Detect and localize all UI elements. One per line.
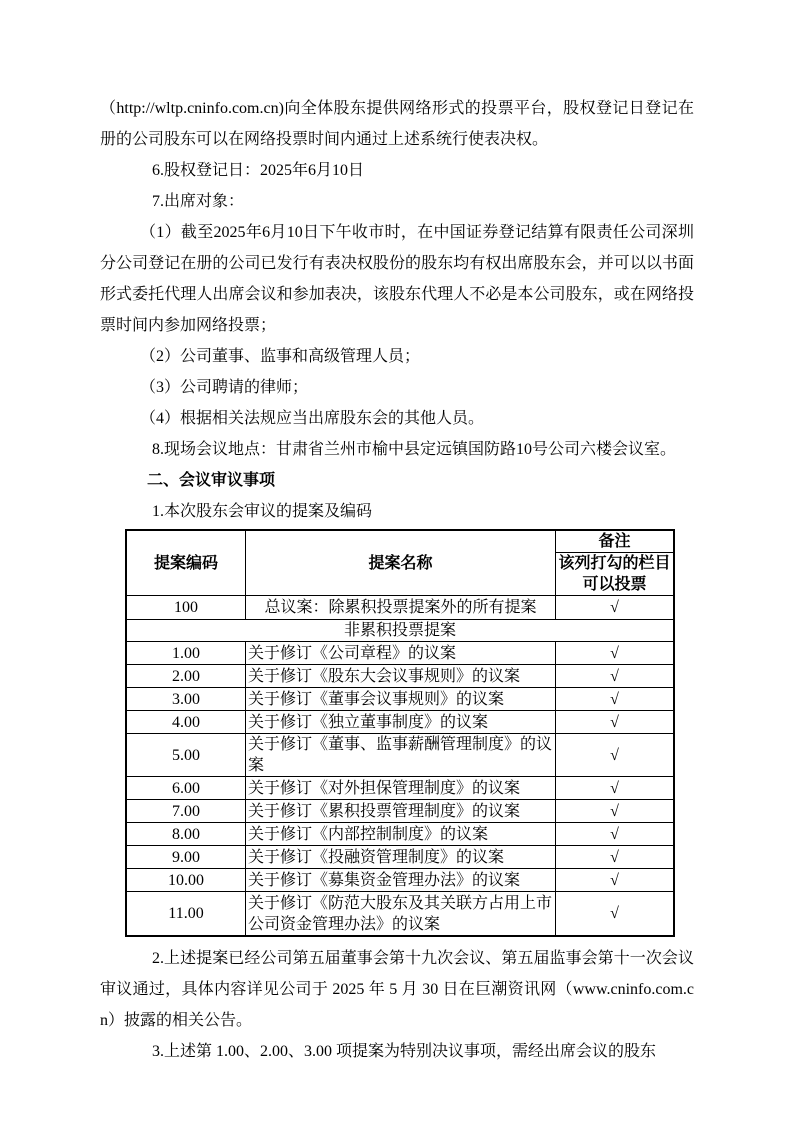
proposals-table [125, 529, 675, 937]
table-row-proposal-6 [126, 777, 674, 800]
proposal-code-cell: 1.00 [126, 642, 246, 665]
paragraph-record-date: 6.股权登记日：2025年6月10日 [152, 162, 365, 179]
vote-check-cell: √ [556, 777, 675, 800]
proposal-code-cell: 7.00 [126, 800, 246, 823]
proposal-code-cell: 11.00 [126, 892, 246, 937]
header-proposal-code: 提案编码 [126, 530, 246, 596]
paragraph-board-approval-note: 2.上述提案已经公司第五届董事会第十九次会议、第五届监事会第十一次会议审议通过，具体内容详见公司于 2025 年 5 月 30 日在巨潮资讯网（www.cninfo.com.cn）披露的相关公告。 [100, 950, 694, 1029]
proposal-name-cell: 关于修订《内部控制制度》的议案 [246, 823, 556, 846]
paragraph-attendee-2: （2）公司董事、监事和高级管理人员； [140, 348, 421, 365]
proposal-name-cell: 关于修订《董事、监事薪酬管理制度》的议案 [246, 734, 556, 777]
vote-check-cell: √ [556, 596, 675, 620]
paragraph-attendee-4: （4）根据相关法规应当出席股东会的其他人员。 [140, 410, 485, 427]
table-row-proposal-7 [126, 800, 674, 823]
table-row-general-proposal [126, 596, 674, 620]
vote-check-cell: √ [556, 734, 675, 777]
section-label-cell: 非累积投票提案 [126, 620, 674, 642]
table-row-proposal-3 [126, 688, 674, 711]
vote-check-cell: √ [556, 823, 675, 846]
proposal-name-cell: 关于修订《董事会议事规则》的议案 [246, 688, 556, 711]
header-remark: 备注 [556, 530, 675, 553]
table-row-proposal-1 [126, 642, 674, 665]
table-row-proposal-4 [126, 711, 674, 734]
proposal-code-cell: 6.00 [126, 777, 246, 800]
proposal-name-cell: 关于修订《对外担保管理制度》的议案 [246, 777, 556, 800]
proposal-name-cell: 关于修订《公司章程》的议案 [246, 642, 556, 665]
paragraph-attendee-1: （1）截至2025年6月10日下午收市时，在中国证券登记结算有限责任公司深圳分公司登记在册的公司已发行有表决权股份的股东均有权出席股东会，并可以以书面形式委托代理人出席会议和参加表决，该股东代理人不必是本公司股东，或在网络投票时间内参加网络投票； [100, 224, 694, 334]
proposal-code-cell: 10.00 [126, 869, 246, 892]
paragraph-meeting-venue: 8.现场会议地点：甘肃省兰州市榆中县定远镇国防路10号公司六楼会议室。 [152, 441, 677, 458]
table-row-proposal-2 [126, 665, 674, 688]
table-row-proposal-10 [126, 869, 674, 892]
proposal-name-cell: 关于修订《防范大股东及其关联方占用上市公司资金管理办法》的议案 [246, 892, 556, 937]
proposal-name-cell: 关于修订《独立董事制度》的议案 [246, 711, 556, 734]
table-row-proposal-8 [126, 823, 674, 846]
proposal-name-cell: 关于修订《股东大会议事规则》的议案 [246, 665, 556, 688]
proposal-code-cell: 100 [126, 596, 246, 620]
proposal-code-cell: 3.00 [126, 688, 246, 711]
paragraph-table-caption: 1.本次股东会审议的提案及编码 [152, 503, 373, 520]
proposal-name-cell: 关于修订《投融资管理制度》的议案 [246, 846, 556, 869]
proposal-code-cell: 2.00 [126, 665, 246, 688]
vote-check-cell: √ [556, 665, 675, 688]
proposal-name-cell: 关于修订《累积投票管理制度》的议案 [246, 800, 556, 823]
vote-check-cell: √ [556, 688, 675, 711]
table-row-proposal-9 [126, 846, 674, 869]
table-row-section-noncumulative [126, 620, 674, 642]
header-proposal-name: 提案名称 [246, 530, 556, 596]
proposal-code-cell: 4.00 [126, 711, 246, 734]
paragraph-attendees-heading: 7.出席对象： [152, 193, 245, 210]
proposal-name-cell: 总议案：除累积投票提案外的所有提案 [246, 596, 556, 620]
section-heading-deliberation-items: 二、会议审议事项 [147, 472, 276, 489]
vote-check-cell: √ [556, 711, 675, 734]
table-row-proposal-5 [126, 734, 674, 777]
vote-check-cell: √ [556, 892, 675, 937]
proposal-name-cell: 关于修订《募集资金管理办法》的议案 [246, 869, 556, 892]
table-header-row-1 [126, 530, 674, 553]
vote-check-cell: √ [556, 869, 675, 892]
paragraph-special-resolution-note: 3.上述第 1.00、2.00、3.00 项提案为特别决议事项，需经出席会议的股东 [152, 1043, 657, 1060]
vote-check-cell: √ [556, 846, 675, 869]
proposal-code-cell: 8.00 [126, 823, 246, 846]
paragraph-network-voting-platform: （http://wltp.cninfo.com.cn)向全体股东提供网络形式的投票平台，股权登记日登记在册的公司股东可以在网络投票时间内通过上述系统行使表决权。 [100, 100, 694, 148]
header-remark-note: 该列打勾的栏目可以投票 [556, 553, 675, 596]
vote-check-cell: √ [556, 800, 675, 823]
proposal-code-cell: 9.00 [126, 846, 246, 869]
vote-check-cell: √ [556, 642, 675, 665]
proposal-code-cell: 5.00 [126, 734, 246, 777]
paragraph-attendee-3: （3）公司聘请的律师； [140, 379, 309, 396]
table-row-proposal-11 [126, 892, 674, 937]
